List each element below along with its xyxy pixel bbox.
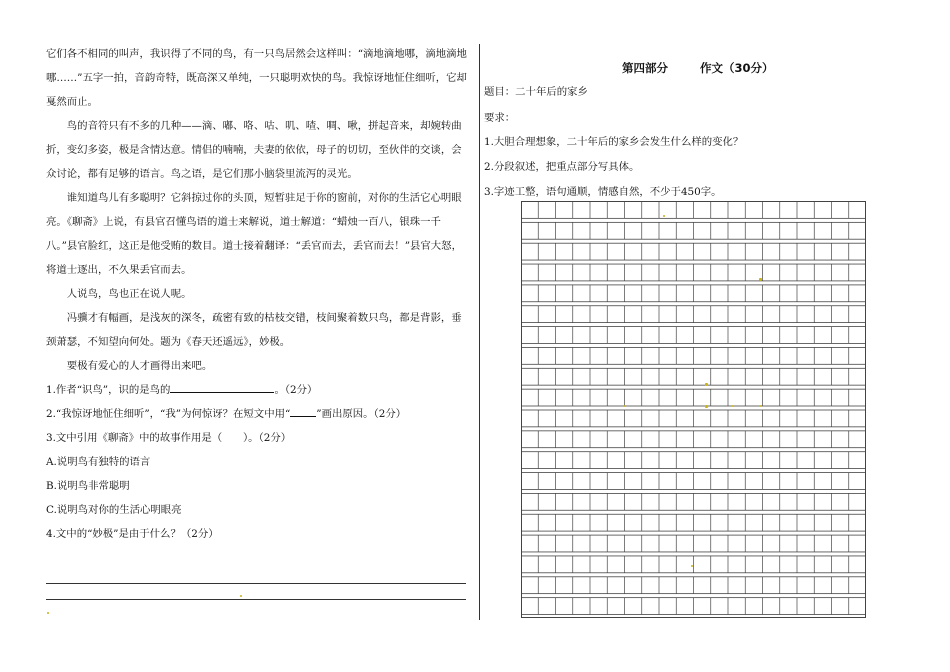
requirements-label: 要求： xyxy=(484,112,516,124)
reading-passage xyxy=(46,42,471,546)
print-speck xyxy=(759,405,761,407)
question-2-points: ”画出原因。（2分） xyxy=(316,408,407,420)
section-title: 第四部分 作文（30分） xyxy=(622,61,774,75)
passage-paragraph-3: 谁知道鸟儿有多聪明？它斜掠过你的头顶，短暂驻足于你的窗前，对你的生活它心明眼亮。《聊斋》上说，有县官召懂鸟语的道士来解说，道士解道：“蜡烛一百八，银珠一千八。”县官脸红，这正是他受贿的数目。道士接着翻译：“丢官而去，丢官而去！”县官大怒，将道士逐出，不久果丢官而去。 xyxy=(46,192,462,276)
question-2-text: 2.“我惊讶地怔住细听”，“我”为何惊讶？在短文中用“ xyxy=(46,408,291,420)
print-speck xyxy=(705,405,708,408)
question-1-text: 1.作者“识鸟”，识的是鸟的 xyxy=(46,384,171,396)
print-speck xyxy=(624,405,626,407)
passage-paragraph-4: 人说鸟，鸟也正在说人呢。 xyxy=(66,288,192,300)
print-speck xyxy=(691,565,693,567)
essay-topic: 题目：二十年后的家乡 xyxy=(484,86,588,98)
print-speck xyxy=(732,405,734,407)
passage-paragraph-2: 鸟的音符只有不多的几种——滴、嘟、咯、咕、叽、喳、啁、啾，拼起音来，却婉转曲折，变幻多姿，极是含情达意。情侣的喃喃，夫妻的依依，母子的切切，至伙伴的交谈，会众讨论，都有足够的语言。鸟之语，是它们那小脑袋里流泻的灵光。 xyxy=(46,120,462,180)
print-speck xyxy=(705,383,708,386)
passage-paragraph-6: 要极有爱心的人才画得出来吧。 xyxy=(66,360,213,372)
essay-writing-grid[interactable] xyxy=(521,201,866,618)
question-4: 4.文中的“妙极”是由于什么？（2分） xyxy=(46,528,219,540)
passage-paragraph-1: 它们各不相同的叫声，我识得了不同的鸟，有一只鸟居然会这样叫：“滴地滴地哪，滴地滴地哪……”五字一拍，音韵奇特，既高深又单纯，一只聪明欢快的鸟。我惊讶地怔住细听，它却戛然而止。 xyxy=(46,48,467,108)
question-3-option-a[interactable]: A.说明鸟有独特的语言 xyxy=(46,456,151,468)
print-speck xyxy=(663,215,665,217)
question-3-option-c[interactable]: C.说明鸟对你的生活心明眼亮 xyxy=(46,504,182,516)
answer-line-2[interactable] xyxy=(46,599,466,600)
answer-line-1[interactable] xyxy=(46,583,466,584)
question-1-answer-blank[interactable] xyxy=(170,381,274,393)
question-2 xyxy=(46,402,471,426)
requirement-3: 3.字迹工整，语句通顺，情感自然，不少于450字。 xyxy=(484,186,722,198)
underline-sample xyxy=(290,405,316,417)
question-1 xyxy=(46,378,471,402)
print-speck xyxy=(240,595,242,597)
passage-paragraph-5: 冯骥才有幅画，是浅灰的深冬，疏密有致的枯枝交错，枝间聚着数只鸟，都是背影，垂颈萧瑟，不知望向何处。题为《春天还遥远》，妙极。 xyxy=(46,312,462,348)
requirement-1: 1.大胆合理想象，二十年后的家乡会发生什么样的变化？ xyxy=(484,136,744,148)
question-3-option-b[interactable]: B.说明鸟非常聪明 xyxy=(46,480,130,492)
print-speck xyxy=(47,612,49,614)
question-1-points: 。（2分） xyxy=(274,384,318,396)
column-divider xyxy=(479,44,480,620)
question-3: 3.文中引用《聊斋》中的故事作用是（ ）。（2分） xyxy=(46,432,292,444)
writing-grid-svg[interactable] xyxy=(521,201,866,618)
print-speck xyxy=(759,278,762,281)
requirement-2: 2.分段叙述，把重点部分写具体。 xyxy=(484,161,640,173)
